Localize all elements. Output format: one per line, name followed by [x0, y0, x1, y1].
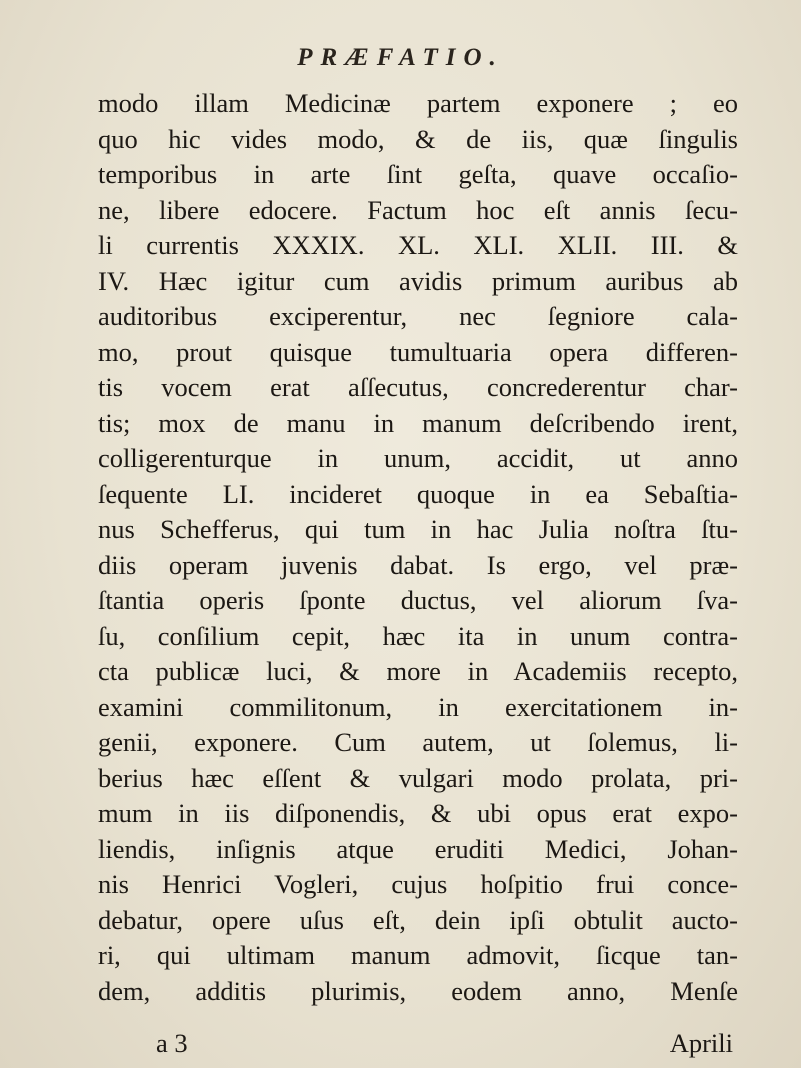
text-line: mo, prout quisque tumultuaria opera differen-	[98, 336, 738, 367]
text-line: tis vocem erat aſſecutus, concrederentur char-	[98, 372, 738, 402]
text-line: dem, additis plurimis, eodem anno, Menſe	[98, 975, 738, 1006]
signature-mark: a 3	[156, 1028, 188, 1058]
text-line: diis operam juvenis dabat. Is ergo, vel præ-	[98, 549, 738, 580]
text-line: nis Henrici Vogleri, cujus hoſpitio frui conce-	[98, 869, 738, 899]
text-line: ri, qui ultimam manum admovit, ſicque tan-	[98, 940, 738, 970]
text-line: genii, exponere. Cum autem, ut ſolemus, li-	[98, 727, 738, 757]
text-line: ſu, conſilium cepit, hæc ita in unum contra-	[98, 620, 738, 651]
text-line: colligerenturque in unum, accidit, ut anno	[98, 443, 738, 473]
text-line: li currentis XXXIX. XL. XLI. XLII. III. &	[98, 230, 738, 260]
body-text	[98, 86, 738, 1009]
text-line: cta publicæ luci, & more in Academiis recepto,	[98, 656, 738, 686]
text-line: ne, libere edocere. Factum hoc eſt annis ſecu-	[98, 194, 738, 225]
text-line: ſtantia operis ſponte ductus, vel aliorum ſva-	[98, 585, 738, 615]
text-line: debatur, opere uſus eſt, dein ipſi obtulit aucto-	[98, 904, 738, 935]
text-line: auditoribus exciperentur, nec ſegniore cala-	[98, 301, 738, 331]
text-line: quo hic vides modo, & de iis, quæ ſingulis	[98, 123, 738, 154]
text-line: liendis, inſignis atque eruditi Medici, Johan-	[98, 833, 738, 864]
text-line: tis; mox de manu in manum deſcribendo irent,	[98, 407, 738, 438]
catchword: Aprili	[669, 1028, 733, 1058]
text-line: ſequente LI. incideret quoque in ea Sebaſtia-	[98, 478, 738, 509]
text-line: nus Schefferus, qui tum in hac Julia noſtra ſtu-	[98, 514, 738, 544]
text-line: examini commilitonum, in exercitationem in-	[98, 691, 738, 722]
text-line: temporibus in arte ſint geſta, quave occaſio-	[98, 159, 738, 189]
text-line: IV. Hæc igitur cum avidis primum auribus ab	[98, 265, 738, 296]
running-head: PRÆFATIO.	[297, 44, 504, 71]
text-line: berius hæc eſſent & vulgari modo prolata, pri-	[98, 762, 738, 793]
text-line: modo illam Medicinæ partem exponere ; eo	[98, 88, 738, 118]
page-footer	[98, 1028, 738, 1064]
text-line: mum in iis diſponendis, & ubi opus erat expo-	[98, 798, 738, 828]
